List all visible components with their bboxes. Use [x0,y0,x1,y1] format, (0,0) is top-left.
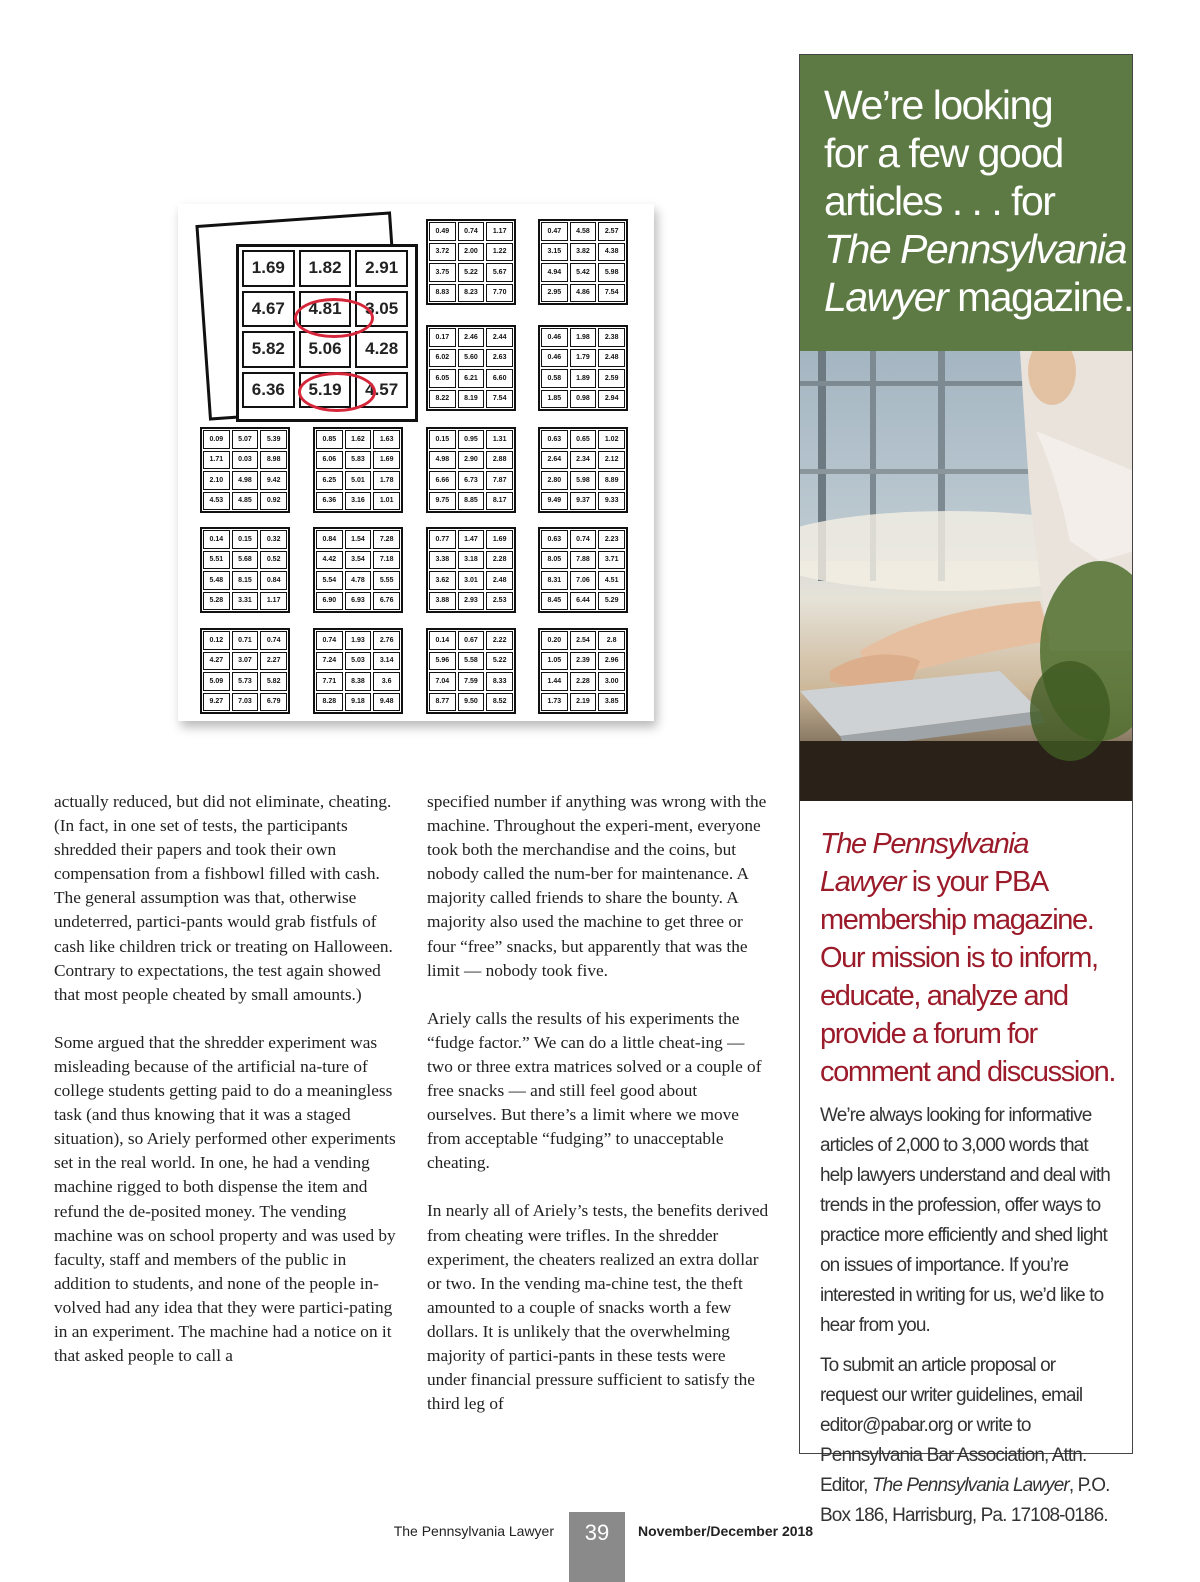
number-matrix [538,427,628,513]
matrix-cell: 0.15 [232,530,259,549]
matrix-cell: 9.18 [345,693,372,712]
matrix-cell: 7.03 [232,693,259,712]
matrix-cell: 4.58 [570,222,597,241]
matrix-cell: 8.28 [316,693,343,712]
matrix-cell: 0.74 [260,631,287,650]
enlarged-matrix-cell: 4.28 [355,331,408,368]
sidebar-submission-info [820,1351,1116,1531]
call-for-articles-sidebar [799,54,1133,1526]
matrix-cell: 5.28 [203,592,230,611]
number-matrix [313,628,403,714]
matrix-cell: 7.06 [570,571,597,590]
matrix-cell: 0.74 [458,222,485,241]
typing-laptop-photo [800,351,1132,801]
article-paragraph: Some argued that the shredder experiment was misleading because of the artificial na-ture of college students getting paid to do a meaningless task (and thus knowing that it was a staged situation), so Ariely performed other experiments set in the real world. In one, he had a vending machine rigged to both dispense the item and refund the de-posited money. The vending machine was on school property and was used by faculty, staff and members of the public in addition to students, and none of the people in-volved had any idea that they were partici-pating in an experiment. The machine had a notice on it that asked people to call a [54,1032,396,1366]
matrix-cell: 2.23 [598,530,625,549]
matrix-cell: 1.73 [541,693,568,712]
footer-issue-date: November/December 2018 [638,1523,814,1539]
matrix-cell: 3.16 [345,492,372,511]
article-paragraph: specified number if anything was wrong with the machine. Throughout the experi-ment, everyone took both the merchandise and the coins, but nobody called the num-ber for maintenance. A majority called friends to share the bounty. A majority also used the machine to get three or four “free” snacks, but apparently that was the limit — nobody took five. [427,792,767,980]
matrix-cell: 2.54 [570,631,597,650]
matrix-cell: 0.84 [316,530,343,549]
matrix-cell: 7.71 [316,672,343,691]
matrix-cell: 2.34 [570,451,597,470]
matrix-cell: 7.87 [486,471,513,490]
matrix-cell: 2.80 [541,471,568,490]
submission-address: , P.O. Box 186, Harrisburg, Pa. 17108-0186. [820,1475,1110,1526]
article-paragraph: Ariely calls the results of his experiments the “fudge factor.” We can do a little cheat-ing — two or three extra matrices solved or a couple of free snacks — and still feel good about ourselves. But there’s a limit where we move from acceptable “fudging” to unacceptable cheating. [427,1008,762,1173]
matrix-cell: 1.17 [486,222,513,241]
matrix-cell: 3.31 [232,592,259,611]
matrix-cell: 7.54 [598,284,625,303]
matrix-cell: 9.27 [203,693,230,712]
number-matrix [313,427,403,513]
matrix-cell: 9.50 [458,693,485,712]
matrix-cell: 8.45 [541,592,568,611]
matrix-cell: 5.39 [260,430,287,449]
number-matrix [426,325,516,411]
enlarged-matrix-cell: 5.82 [242,331,295,368]
matrix-cell: 0.03 [232,451,259,470]
matrix-cell: 5.01 [345,471,372,490]
number-matrix [200,427,290,513]
circle-highlight-4-81 [294,298,374,338]
matrix-cell: 1.44 [541,672,568,691]
matrix-cell: 8.85 [458,492,485,511]
matrix-cell: 3.18 [458,551,485,570]
matrix-cell: 9.42 [260,471,287,490]
matrix-cell: 0.09 [203,430,230,449]
matrix-cell: 2.64 [541,451,568,470]
matrix-cell: 4.51 [598,571,625,590]
matrix-cell: 6.93 [345,592,372,611]
enlarged-matrix-cell: 2.91 [355,250,408,287]
matrix-cell: 4.42 [316,551,343,570]
matrix-cell: 6.90 [316,592,343,611]
headline-end: magazine. [947,274,1133,320]
number-matrix [313,527,403,613]
matrix-cell: 3.14 [373,652,400,671]
matrix-cell: 2.76 [373,631,400,650]
matrix-cell: 2.48 [486,571,513,590]
matrix-cell: 8.77 [429,693,456,712]
matrix-cell: 2.8 [598,631,625,650]
matrix-cell: 3.38 [429,551,456,570]
matrix-cell: 5.60 [458,349,485,368]
article-column-middle [427,790,769,1440]
matrix-cell: 5.98 [570,471,597,490]
matrix-cell: 8.52 [486,693,513,712]
matrix-cell: 0.63 [541,530,568,549]
matrix-cell: 5.83 [345,451,372,470]
matrix-cell: 6.73 [458,471,485,490]
matrix-cell: 1.71 [203,451,230,470]
matrix-cell: 4.98 [232,471,259,490]
matrix-cell: 2.95 [541,284,568,303]
matrix-cell: 0.52 [260,551,287,570]
matrix-cell: 1.78 [373,471,400,490]
matrix-cell: 5.68 [232,551,259,570]
matrix-cell: 3.88 [429,592,456,611]
matrix-cell: 1.85 [541,390,568,409]
number-matrix [200,628,290,714]
matrix-cell: 3.85 [598,693,625,712]
matrix-cell: 2.10 [203,471,230,490]
enlarged-matrix-cell: 4.81 [299,291,352,328]
matrix-cell: 3.00 [598,672,625,691]
matrix-cell: 2.27 [260,652,287,671]
matrix-cell: 2.46 [458,328,485,347]
matrix-cell: 2.63 [486,349,513,368]
matrix-cell: 0.95 [458,430,485,449]
matrix-cell: 1.63 [373,430,400,449]
matrix-cell: 6.79 [260,693,287,712]
matrix-cell: 6.76 [373,592,400,611]
matrix-cell: 1.69 [486,530,513,549]
matrix-cell: 3.71 [598,551,625,570]
matrix-cell: 8.19 [458,390,485,409]
enlarged-matrix-cell: 4.57 [355,372,408,409]
matrix-cell: 3.6 [373,672,400,691]
enlarged-matrix-cell: 3.05 [355,291,408,328]
matrix-cell: 8.98 [260,451,287,470]
matrix-cell: 0.58 [541,369,568,388]
matrix-cell: 1.62 [345,430,372,449]
matrix-cell: 0.46 [541,328,568,347]
matrix-cell: 5.96 [429,652,456,671]
matrix-cell: 1.98 [570,328,597,347]
matrix-cell: 0.32 [260,530,287,549]
headline-line: articles . . . for [824,178,1055,224]
number-matrix [426,219,516,305]
sidebar-paragraph: We’re always looking for informative articles of 2,000 to 3,000 words that help lawyers understand and deal with trends in the profession, offer ways to practice more efficiently and shed light on issues of importance. If you’re interested in writing for us, we’d like to hear from you. [820,1105,1110,1336]
matrix-cell: 2.38 [598,328,625,347]
matrix-cell: 2.93 [458,592,485,611]
matrix-cell: 8.15 [232,571,259,590]
matrix-cell: 0.15 [429,430,456,449]
article-column-left [54,790,396,1392]
matrix-cell: 4.86 [570,284,597,303]
matrix-cell: 5.55 [373,571,400,590]
matrix-cell: 3.07 [232,652,259,671]
matrix-cell: 6.44 [570,592,597,611]
matrix-cell: 7.59 [458,672,485,691]
matrix-cell: 5.51 [203,551,230,570]
matrix-cell: 2.44 [486,328,513,347]
matrix-cell: 2.88 [486,451,513,470]
matrix-cell: 9.33 [598,492,625,511]
circle-highlight-5-19 [298,372,376,412]
matrix-cell: 7.04 [429,672,456,691]
matrix-cell: 3.54 [345,551,372,570]
matrix-cell: 0.49 [429,222,456,241]
enlarged-matrix-cell: 1.82 [299,250,352,287]
matrix-cell: 8.38 [345,672,372,691]
mission-text: is your PBA membership magazine. Our mission is to inform, educate, analyze and provide a forum for comment and discussion. [820,866,1116,1088]
matrix-cell: 9.49 [541,492,568,511]
matrix-cell: 3.62 [429,571,456,590]
matrix-cell: 7.70 [486,284,513,303]
matrix-cell: 0.67 [458,631,485,650]
enlarged-matrix-cell: 4.67 [242,291,295,328]
matrix-cell: 5.58 [458,652,485,671]
matrix-cell: 6.02 [429,349,456,368]
footer-magazine-name: The Pennsylvania Lawyer [393,1523,554,1539]
matrix-cell: 5.48 [203,571,230,590]
matrix-cell: 7.28 [373,530,400,549]
number-matrix [426,527,516,613]
matrix-cell: 2.90 [458,451,485,470]
number-matrix [426,427,516,513]
photo-illustration [800,351,1132,801]
matrix-cell: 1.01 [373,492,400,511]
matrix-cell: 6.60 [486,369,513,388]
matrix-cell: 0.14 [203,530,230,549]
matrix-cell: 8.33 [486,672,513,691]
matrix-cell: 8.17 [486,492,513,511]
matrix-cell: 4.38 [598,243,625,262]
matrix-cell: 1.02 [598,430,625,449]
matrix-cell: 4.98 [429,451,456,470]
matrix-cell: 5.42 [570,263,597,282]
number-matrix [426,628,516,714]
matrix-cell: 0.46 [541,349,568,368]
matrix-cell: 0.63 [541,430,568,449]
matrix-cell: 0.20 [541,631,568,650]
matrix-cell: 8.89 [598,471,625,490]
matrix-cell: 4.53 [203,492,230,511]
matrix-cell: 7.18 [373,551,400,570]
matrix-cell: 0.92 [260,492,287,511]
matrix-cell: 0.74 [316,631,343,650]
matrix-cell: 5.82 [260,672,287,691]
matrix-cell: 4.27 [203,652,230,671]
headline-line: for a few good [824,130,1063,176]
matrix-cell: 5.07 [232,430,259,449]
matrix-cell: 8.22 [429,390,456,409]
matrix-cell: 2.12 [598,451,625,470]
matrix-cell: 9.75 [429,492,456,511]
matrix-cell: 2.94 [598,390,625,409]
matrix-cell: 0.65 [570,430,597,449]
number-matrix [200,527,290,613]
matrix-cell: 5.98 [598,263,625,282]
magazine-name: The Pennsylvania Lawyer [871,1475,1069,1496]
matrix-cell: 1.31 [486,430,513,449]
number-matrix [538,628,628,714]
matrix-cell: 2.28 [486,551,513,570]
matrix-cell: 0.84 [260,571,287,590]
matrix-cell: 9.37 [570,492,597,511]
matrix-cell: 7.88 [570,551,597,570]
matrix-cell: 7.24 [316,652,343,671]
matrix-cell: 0.12 [203,631,230,650]
sidebar-body [820,825,1116,1541]
matrix-cell: 7.54 [486,390,513,409]
matrix-cell: 6.21 [458,369,485,388]
matrix-cell: 2.28 [570,672,597,691]
matrix-cell: 2.57 [598,222,625,241]
enlarged-matrix-cell: 1.69 [242,250,295,287]
matrix-cell: 3.82 [570,243,597,262]
magazine-name: The Pennsylvania Lawyer [820,828,1029,898]
matrix-cell: 6.25 [316,471,343,490]
matrix-cell: 1.69 [373,451,400,470]
number-matrix [538,219,628,305]
matrix-cell: 1.17 [260,592,287,611]
matrix-cell: 5.22 [458,263,485,282]
matrix-cell: 1.79 [570,349,597,368]
matrix-cell: 6.36 [316,492,343,511]
matrix-cell: 2.00 [458,243,485,262]
matrix-cell: 5.09 [203,672,230,691]
sidebar-headline [800,55,1132,351]
article-paragraph: actually reduced, but did not eliminate, cheating. (In fact, in one set of tests, the participants shredded their papers and took their own compensation from a fishbowl filled with cash. The general assumption was that, otherwise undeterred, partici-pants would grab fistfuls of cash like children trick or treating on Halloween. Contrary to expectations, the test again showed that most people cheated by small amounts.) [54,792,393,1004]
matrix-cell: 6.06 [316,451,343,470]
matrix-cell: 0.98 [570,390,597,409]
matrix-cell: 1.22 [486,243,513,262]
headline-line [824,273,1133,321]
matrix-cell: 0.85 [316,430,343,449]
matrix-cell: 8.23 [458,284,485,303]
matrix-cell: 2.22 [486,631,513,650]
matrix-cell: 1.54 [345,530,372,549]
matrix-cell: 3.15 [541,243,568,262]
matrix-cell: 2.48 [598,349,625,368]
matrix-cell: 6.66 [429,471,456,490]
matrix-cell: 2.59 [598,369,625,388]
matrix-cell: 1.93 [345,631,372,650]
matrix-cell: 1.05 [541,652,568,671]
matrix-cell: 2.39 [570,652,597,671]
matrix-cell: 8.83 [429,284,456,303]
headline-italic-word: Lawyer [824,274,948,320]
page-number: 39 [569,1512,625,1582]
sidebar-mission-statement [820,825,1116,1091]
matrix-cell: 2.96 [598,652,625,671]
matrix-cell: 5.29 [598,592,625,611]
matrix-cell: 0.17 [429,328,456,347]
matrix-cell: 6.05 [429,369,456,388]
number-matrix [538,527,628,613]
matrix-cell: 3.01 [458,571,485,590]
matrix-cell: 3.72 [429,243,456,262]
matrix-cell: 0.14 [429,631,456,650]
matrix-cell: 8.31 [541,571,568,590]
matrix-cell: 8.05 [541,551,568,570]
matrix-cell: 2.19 [570,693,597,712]
matrix-cell: 5.73 [232,672,259,691]
submission-text: To submit an article proposal or request our writer guidelines, email editor@pabar.org or write to Pennsylvania Bar Association, Attn. Editor, [820,1355,1087,1496]
matrix-cell: 1.89 [570,369,597,388]
number-matrix [538,325,628,411]
article-paragraph: In nearly all of Ariely’s tests, the benefits derived from cheating were trifles. In the shredder experiment, the cheaters realized an extra dollar or two. In the vending ma-chine test, the theft amounted to a couple of snacks worth a few dollars. It is unlikely that the overwhelming majority of partici-pants in these tests were under financial pressure sufficient to satisfy the third leg of [427,1201,769,1414]
matrix-cell: 2.53 [486,592,513,611]
matrix-cell: 4.85 [232,492,259,511]
enlarged-matrix-cell: 5.19 [299,372,352,409]
matrix-cell: 0.77 [429,530,456,549]
matrix-cell: 4.78 [345,571,372,590]
matrix-cell: 0.74 [570,530,597,549]
enlarged-matrix-cell: 6.36 [242,372,295,409]
matrix-cell: 9.48 [373,693,400,712]
matrix-cell: 5.22 [486,652,513,671]
headline-line: We’re looking [824,82,1053,128]
matrix-cell: 1.47 [458,530,485,549]
matrix-cell: 5.67 [486,263,513,282]
enlarged-matrix-cell: 5.06 [299,331,352,368]
matrix-cell: 5.03 [345,652,372,671]
matrix-cell: 4.94 [541,263,568,282]
matrix-cell: 5.54 [316,571,343,590]
matrix-cell: 0.47 [541,222,568,241]
matrix-cell: 0.71 [232,631,259,650]
headline-line: The Pennsylvania [824,226,1126,272]
matrix-cell: 3.75 [429,263,456,282]
